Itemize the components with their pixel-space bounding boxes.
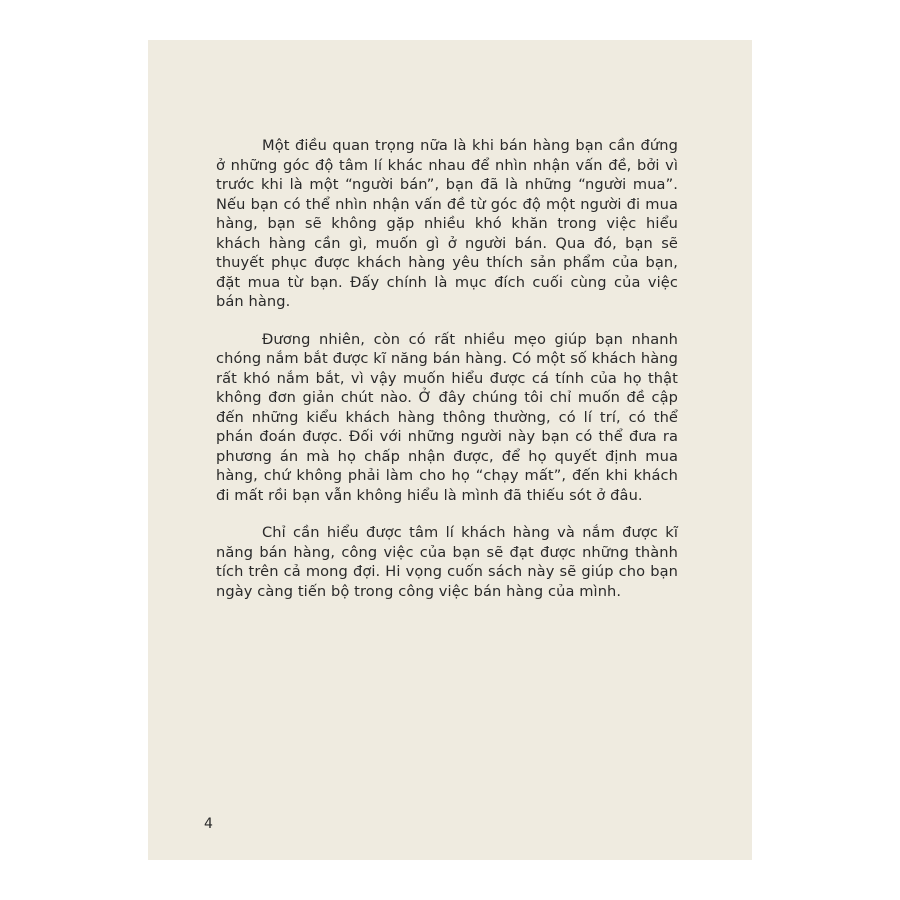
page-body-text (216, 136, 678, 619)
paragraph-2: Đương nhiên, còn có rất nhiều mẹo giúp bạn nhanh chóng nắm bắt được kĩ năng bán hàng. Có một số khách hàng rất khó nắm bắt, vì vậy muốn hiểu được cá tính của họ thật không đơn giản chút nào. Ở đây chúng tôi chỉ muốn đề cập đến những kiểu khách hàng thông thường, có lí trí, có thể phán đoán được. Đối với những người này bạn có thể đưa ra phương án mà họ chấp nhận được, để họ quyết định mua hàng, chứ không phải làm cho họ “chạy mất”, đến khi khách đi mất rồi bạn vẫn không hiểu là mình đã thiếu sót ở đâu. (216, 330, 678, 504)
page-number: 4 (204, 816, 213, 832)
paragraph-1: Một điều quan trọng nữa là khi bán hàng bạn cần đứng ở những góc độ tâm lí khác nhau để nhìn nhận vấn đề, bởi vì trước khi là một “người bán”, bạn đã là những “người mua”. Nếu bạn có thể nhìn nhận vấn đề từ góc độ một người đi mua hàng, bạn sẽ không gặp nhiều khó khăn trong việc hiểu khách hàng cần gì, muốn gì ở người bán. Qua đó, bạn sẽ thuyết phục được khách hàng yêu thích sản phẩm của bạn, đặt mua từ bạn. Đấy chính là mục đích cuối cùng của việc bán hàng. (216, 137, 678, 310)
paragraph-3: Chỉ cần hiểu được tâm lí khách hàng và nắm được kĩ năng bán hàng, công việc của bạn sẽ đạt được những thành tích trên cả mong đợi. Hi vọng cuốn sách này sẽ giúp cho bạn ngày càng tiến bộ trong công việc bán hàng của mình. (216, 524, 678, 600)
book-page (148, 40, 752, 860)
